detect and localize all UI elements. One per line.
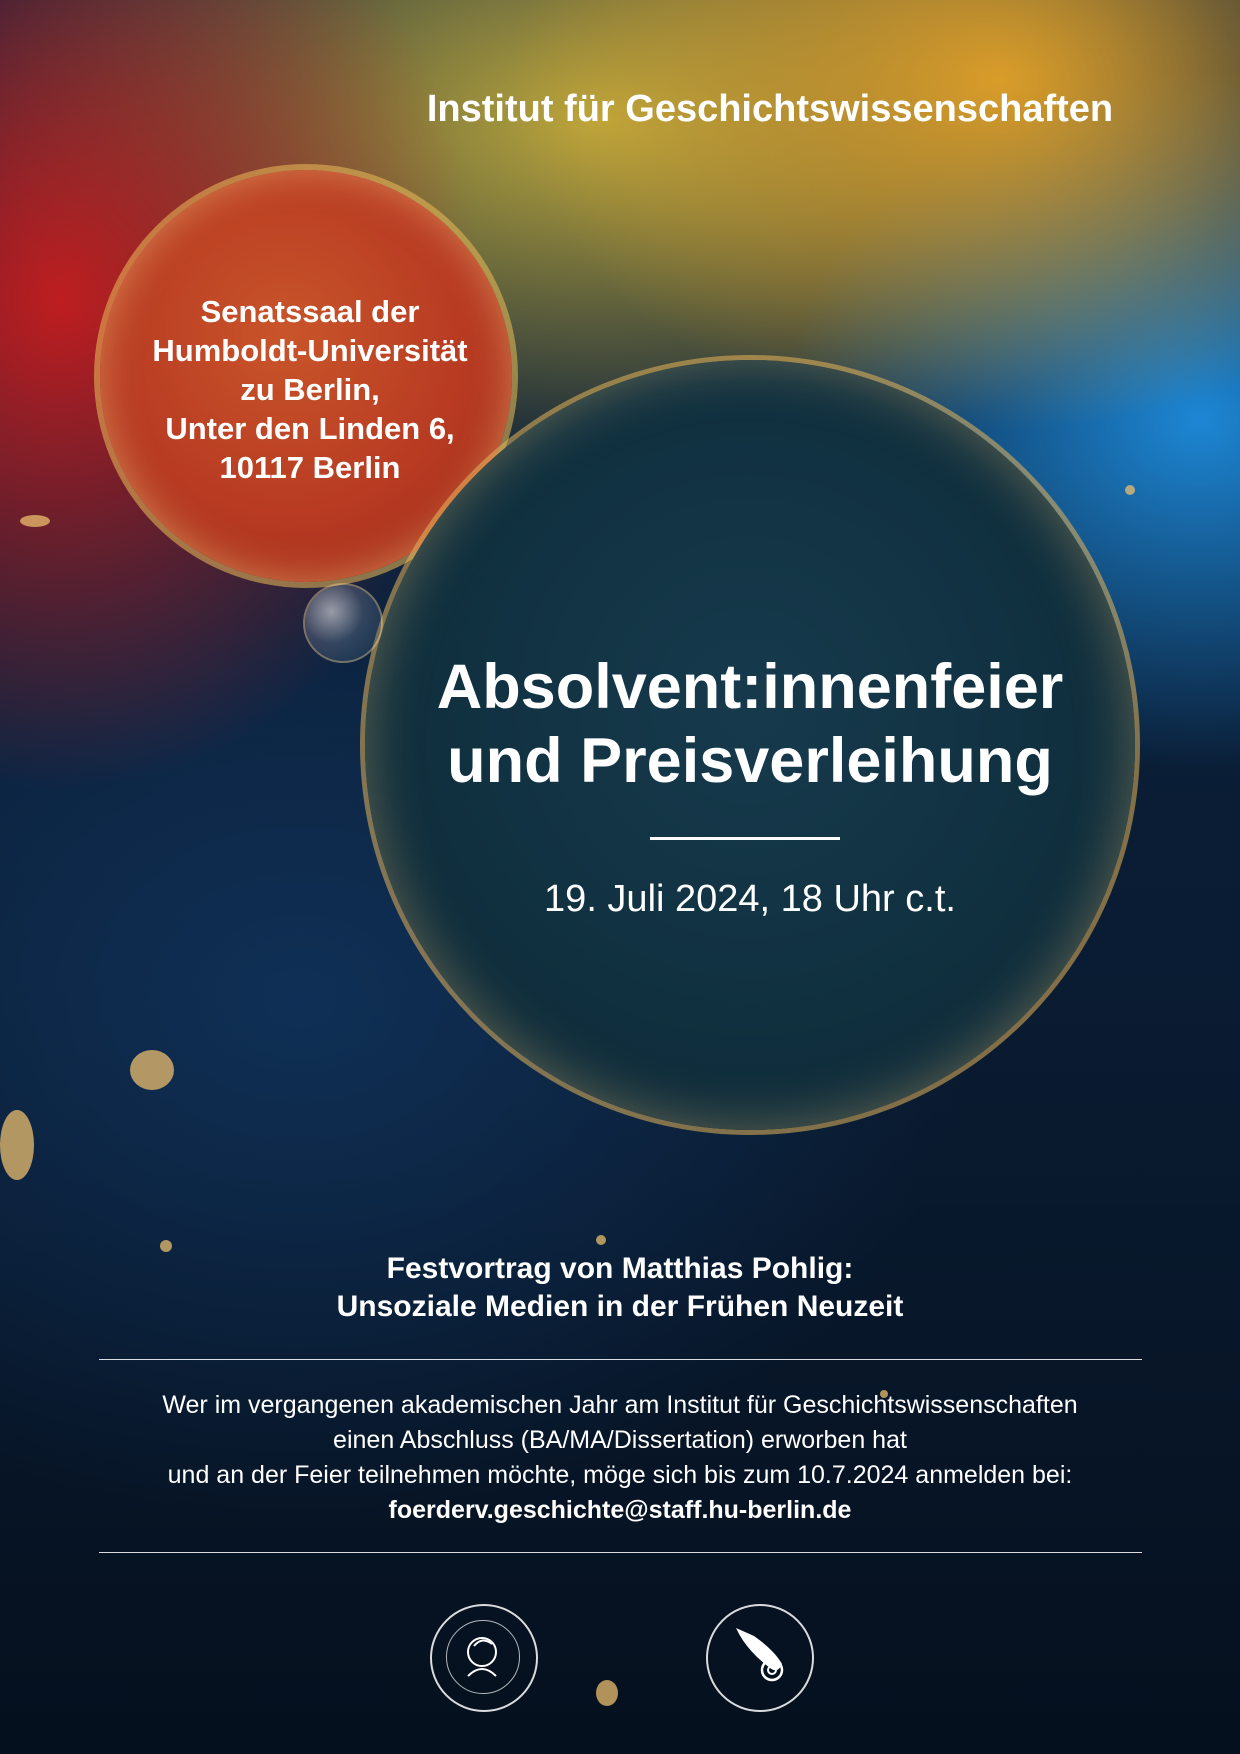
- info-line: und an der Feier teilnehmen möchte, möge sich bis zum 10.7.2024 anmelden bei:: [167, 1461, 1073, 1489]
- lecture-line: Festvortrag von Matthias Pohlig:: [386, 1252, 854, 1285]
- speck: [1125, 485, 1135, 495]
- event-title: [400, 650, 1100, 798]
- water-droplet: [305, 585, 381, 661]
- event-title-line: und Preisverleihung: [447, 726, 1053, 796]
- divider-bottom: [99, 1552, 1142, 1553]
- humboldt-university-seal-logo: [430, 1604, 538, 1712]
- venue-address: [120, 292, 500, 487]
- lecture-line: Unsoziale Medien in der Frühen Neuzeit: [336, 1290, 904, 1323]
- venue-line: Humboldt-Universität: [152, 333, 468, 368]
- venue-line: Unter den Linden 6,: [165, 411, 455, 446]
- event-date: 19. Juli 2024, 18 Uhr c.t.: [544, 878, 956, 920]
- registration-email-link[interactable]: foerderv.geschichte@staff.hu-berlin.de: [388, 1496, 852, 1524]
- venue-line: Senatssaal der: [200, 294, 420, 329]
- registration-info: [80, 1388, 1160, 1528]
- portrait-icon: [432, 1606, 536, 1710]
- info-line: einen Abschluss (BA/MA/Dissertation) erworben hat: [333, 1426, 907, 1454]
- speck: [596, 1235, 606, 1245]
- venue-line: 10117 Berlin: [219, 450, 401, 485]
- foerderverein-seal-logo: [706, 1604, 814, 1712]
- info-line: Wer im vergangenen akademischen Jahr am Institut für Geschichtswissenschaften: [162, 1391, 1078, 1419]
- divider-top: [99, 1359, 1142, 1360]
- speck: [20, 515, 50, 527]
- title-underline: [650, 837, 840, 840]
- speck: [130, 1050, 174, 1090]
- keynote-lecture: [120, 1250, 1120, 1326]
- venue-line: zu Berlin,: [240, 372, 380, 407]
- quill-icon: [708, 1606, 812, 1710]
- event-title-line: Absolvent:innenfeier: [436, 652, 1064, 722]
- speck: [596, 1680, 618, 1706]
- speck: [0, 1110, 34, 1180]
- institute-name: Institut für Geschichtswissenschaften: [426, 88, 1114, 130]
